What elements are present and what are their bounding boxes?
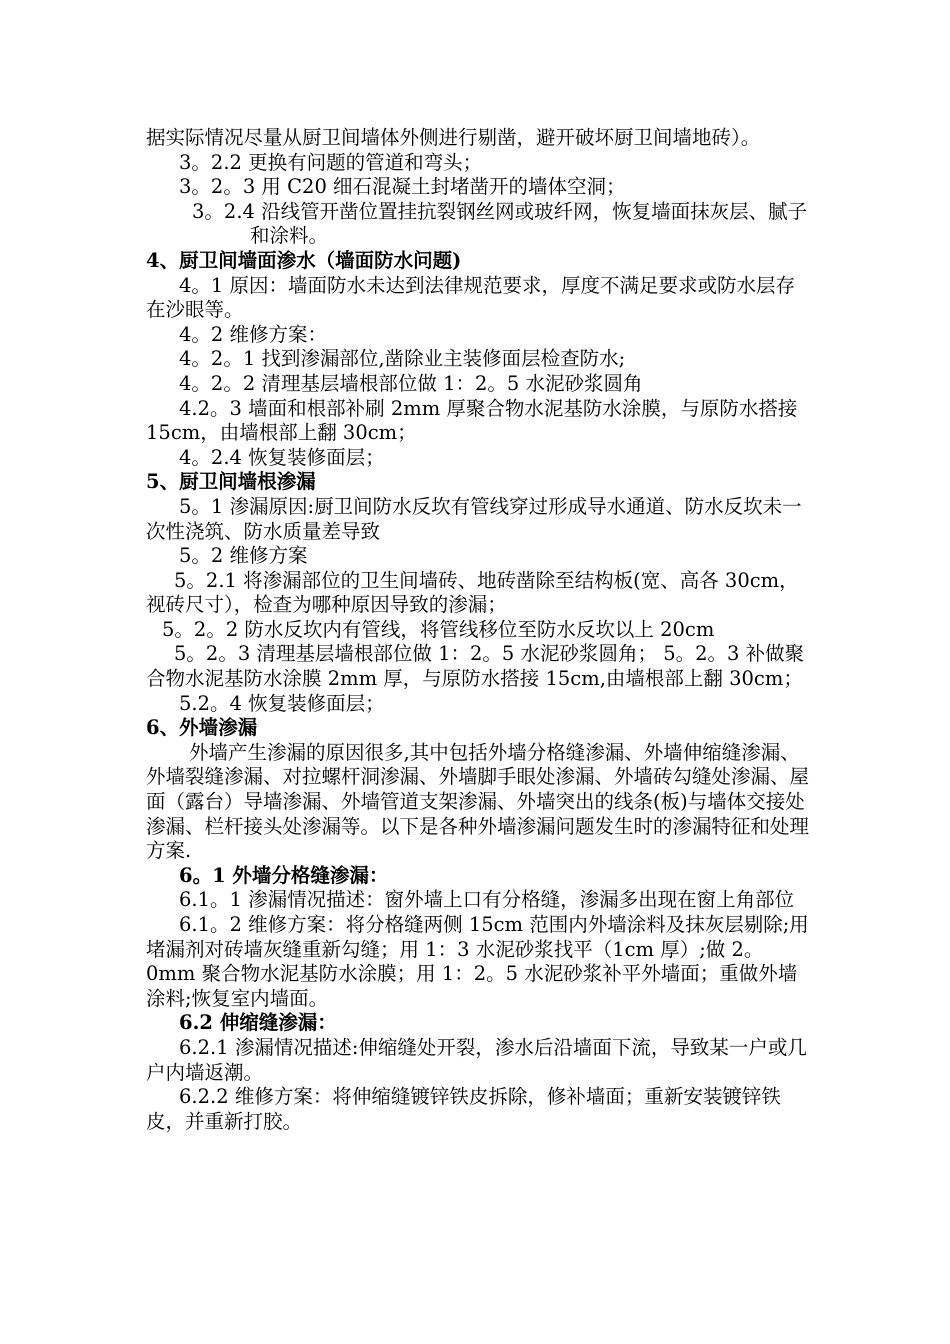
paragraph: 5。2。3 清理基层墙根部位做 1：2。5 水泥砂浆圆角； 5。2。3 补做聚合物水泥基防水涂膜 2mm 厚，与原防水搭接 15cm,由墙根部上翻 30cm； — [146, 642, 805, 691]
subsection-heading: 6。1 外墙分格缝渗漏： — [179, 863, 389, 887]
paragraph: 5。2 维修方案 — [179, 544, 308, 568]
paragraph: 5。2。2 防水反坎内有管线，将管线移位至防水反坎以上 20cm — [162, 617, 715, 641]
paragraph: 3。2.4 沿线管开凿位置挂抗裂钢丝网或玻纤网，恢复墙面抹灰层、腻子和涂料。 — [192, 199, 808, 248]
paragraph: 4。2.4 恢复装修面层； — [179, 445, 385, 469]
paragraph: 5。1 渗漏原因:厨卫间防水反坎有管线穿过形成导水通道、防水反坎未一次性浇筑、防水质量差导致 — [146, 494, 802, 543]
paragraph: 6.2.1 渗漏情况描述:伸缩缝处开裂，渗水后沿墙面下流，导致某一户或几户内墙返潮。 — [146, 1035, 807, 1084]
paragraph: 4。1 原因：墙面防水未达到法律规范要求，厚度不满足要求或防水层存在沙眼等。 — [146, 273, 796, 322]
paragraph: 5。2.1 将渗漏部位的卫生间墙砖、地砖凿除至结构板(宽、高各 30cm，视砖尺寸），检查为哪种原因导致的渗漏； — [146, 568, 799, 617]
paragraph: 3。2。3 用 C20 细石混凝土封堵凿开的墙体空洞； — [179, 175, 626, 199]
subsection-heading: 6.2 伸缩缝渗漏： — [179, 1011, 337, 1035]
paragraph: 5.2。4 恢复装修面层； — [179, 691, 385, 715]
paragraph: 3。2.2 更换有问题的管道和弯头； — [179, 150, 483, 174]
paragraph: 6.1。2 维修方案：将分格缝两侧 15cm 范围内外墙涂料及抹灰层剔除;用堵漏剂对砖墙灰缝重新勾缝；用 1：3 水泥砂浆找平（1cm 厚）;做 2。0mm 聚合物水泥基防水涂膜；用 1：2。5 水泥砂浆补平外墙面；重做外墙涂料;恢复室内墙面。 — [146, 913, 809, 1010]
paragraph: 4。2。1 找到渗漏部位,凿除业主装修面层检查防水; — [179, 347, 626, 371]
paragraph: 据实际情况尽量从厨卫间墙体外侧进行剔凿，避开破坏厨卫间墙地砖）。 — [146, 126, 761, 149]
section-heading: 4、厨卫间墙面渗水（墙面防水问题) — [146, 248, 462, 272]
paragraph: 4.2。3 墙面和根部补刷 2mm 厚聚合物水泥基防水涂膜，与原防水搭接 15cm，由墙根部上翻 30cm； — [146, 396, 798, 445]
paragraph: 外墙产生渗漏的原因很多,其中包括外墙分格缝渗漏、外墙伸缩缝渗漏、外墙裂缝渗漏、对拉螺杆洞渗漏、外墙脚手眼处渗漏、外墙砖勾缝处渗漏、屋面（露台）导墙渗漏、外墙管道支架渗漏、外墙突出的线条(板)与墙体交接处渗漏、栏杆接头处渗漏等。以下是各种外墙渗漏问题发生时的渗漏特征和处理方案. — [146, 740, 810, 863]
paragraph: 4。2 维修方案： — [179, 322, 328, 346]
paragraph: 6.2.2 维修方案：将伸缩缝镀锌铁皮拆除，修补墙面；重新安装镀锌铁皮，并重新打胶。 — [146, 1085, 781, 1133]
document-body — [146, 126, 811, 1134]
paragraph: 6.1。1 渗漏情况描述：窗外墙上口有分格缝，渗漏多出现在窗上角部位 — [179, 888, 795, 912]
paragraph: 4。2。2 清理基层墙根部位做 1：2。5 水泥砂浆圆角 — [179, 371, 643, 395]
section-heading: 5、厨卫间墙根渗漏 — [146, 470, 316, 494]
section-heading: 6、外墙渗漏 — [146, 716, 258, 740]
